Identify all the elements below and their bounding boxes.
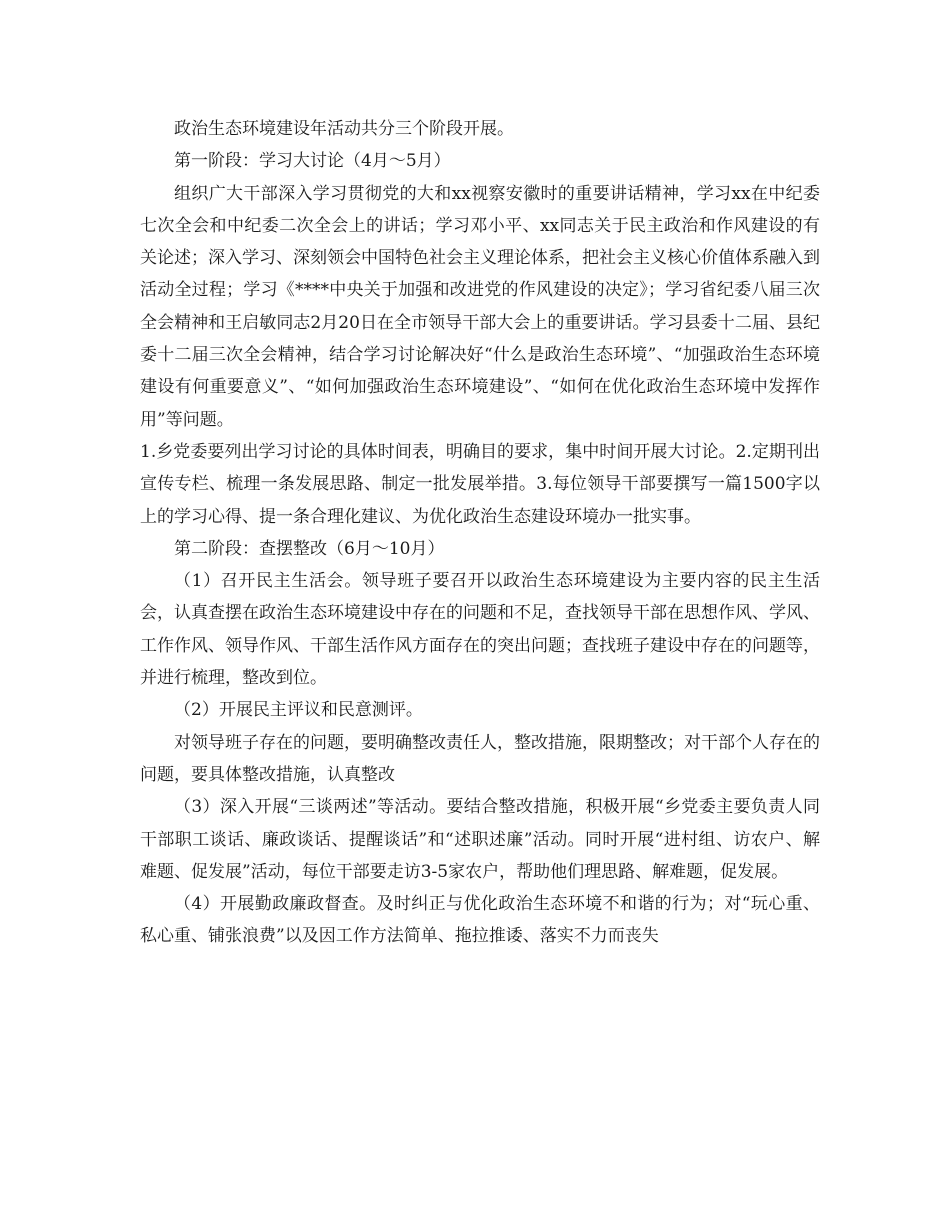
paragraph-item-2: （2）开展民主评议和民意测评。 [174,700,423,721]
paragraph-item-1: （1）召开民主生活会。领导班子要召开以政治生态环境建设为主要内容的民主生活会，认真查摆在政治生态环境建设中存在的问题和不足，查找领导干部在思想作风、学风、工作作风、领导作风、干部生活作风方面存在的突出问题；查找班子建设中存在的问题等，并进行梳理，整改到位。 [140,571,820,689]
paragraph-phase-one-study: 组织广大干部深入学习贯彻党的大和xx视察安徽时的重要讲话精神，学习xx在中纪委七次全会和中纪委二次全会上的讲话；学习邓小平、xx同志关于民主政治和作风建设的有关论述；深入学习、深刻领会中国特色社会主义理论体系，把社会主义核心价值体系融入到活动全过程；学习《****中央关于加强和改进党的作风建设的决定》；学习省纪委八届三次全会精神和王启敏同志2月20日在全市领导干部大会上的重要讲话。学习县委十二届、县纪委十二届三次全会精神，结合学习讨论解决好“什么是政治生态环境”、“加强政治生态环境建设有何重要意义”、“如何加强政治生态环境建设”、“如何在优化政治生态环境中发挥作用”等问题。 [140,183,820,430]
paragraph-intro: 政治生态环境建设年活动共分三个阶段开展。 [174,119,514,139]
paragraph-item-2-detail: 对领导班子存在的问题，要明确整改责任人，整改措施，限期整改；对干部个人存在的问题，要具体整改措施，认真整改 [140,732,820,785]
document-body [140,113,820,953]
paragraph-item-4: （4）开展勤政廉政督查。及时纠正与优化政治生态环境不和谐的行为；对“玩心重、私心重、铺张浪费”以及因工作方法简单、拖拉推诿、落实不力而丧失 [140,894,820,947]
paragraph-phase-one-requirements: 1.乡党委要列出学习讨论的具体时间表，明确目的要求，集中时间开展大讨论。2.定期刊出宣传专栏、梳理一条发展思路、制定一批发展举措。3.每位领导干部要撰写一篇1500字以上的学习心得、提一条合理化建议、为优化政治生态建设环境办一批实事。 [140,441,820,527]
heading-phase-two: 第二阶段：查摆整改（6月～10月） [174,538,445,559]
paragraph-item-3: （3）深入开展“三谈两述”等活动。要结合整改措施，积极开展“乡党委主要负责人同干部职工谈话、廉政谈话、提醒谈话”和“述职述廉”活动。同时开展“进村组、访农户、解难题、促发展”活动，每位干部要走访3-5家农户，帮助他们理思路、解难题，促发展。 [140,797,820,882]
heading-phase-one: 第一阶段：学习大讨论（4月～5月） [174,151,451,172]
